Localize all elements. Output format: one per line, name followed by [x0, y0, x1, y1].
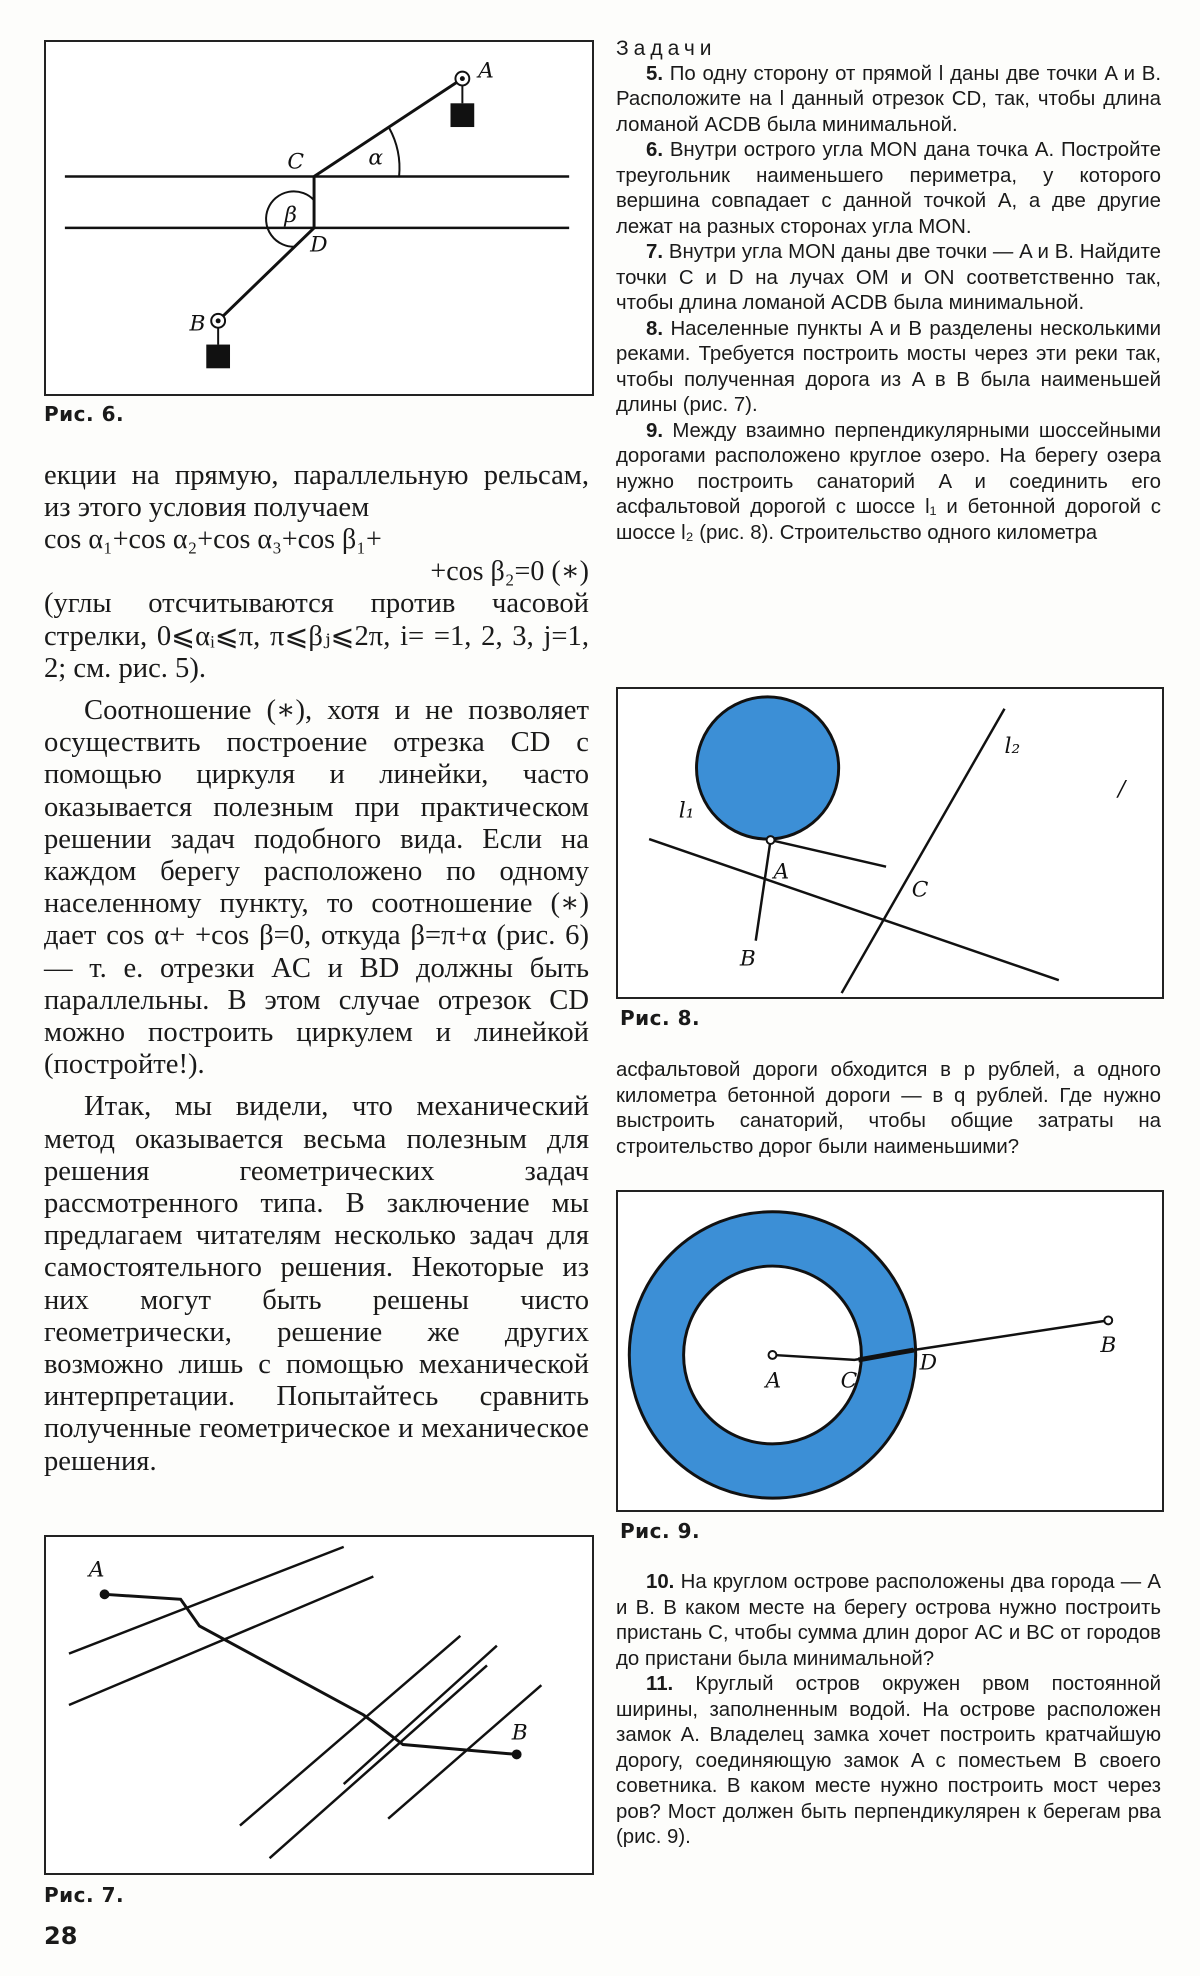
- figure-9-drawing: [618, 1192, 1162, 1510]
- figure-6-drawing: [46, 42, 592, 394]
- figure-8-caption: Рис. 8.: [620, 1006, 701, 1030]
- figure-6: [44, 40, 594, 396]
- problem-6: [616, 138, 1161, 240]
- label-alpha: α: [368, 145, 384, 171]
- pulley-b-hub: [216, 318, 221, 323]
- label-l1: l₁: [678, 798, 695, 824]
- label-l2: l₂: [1004, 734, 1021, 760]
- label-b: B: [1100, 1332, 1117, 1358]
- problem-5-text: По одну сторону от прямой l даны две точки A и B. Расположите на l данный отрезок CD, так, чтобы длина ломаной ACDB была минимальной.: [616, 62, 1161, 136]
- problem-11-text: Круглый остров окружен рвом постоянной ширины, заполненным водой. На острове расположен замок A. Владелец замка хочет построить кратчайшую дорогу, соединяющую замок A с поместьем B своего советника. В каком месте нужно построить мост через ров? Мост должен быть перпендикулярен к берегам рва (рис. 9).: [616, 1673, 1161, 1848]
- problem-8: [616, 317, 1161, 419]
- problem-6-number: 6.: [646, 139, 664, 161]
- figure-8: [616, 687, 1164, 999]
- page-number: 28: [44, 1922, 78, 1950]
- problem-10-text: На круглом острове расположены два города — A и B. В каком месте на берегу острова нужно построить пристань C, чтобы сумма длин дорог AC и BC от городов до пристани была минимальной?: [616, 1571, 1161, 1670]
- problem-9: [616, 419, 1161, 547]
- figure-7-caption: Рис. 7.: [44, 1883, 125, 1907]
- problem-8-text: Населенные пункты A и B разделены несколькими реками. Требуется построить мосты через эти реки так, чтобы полученная дорога из A в B была наименьшей длины (рис. 7).: [616, 317, 1161, 416]
- problem-9-text: Между взаимно перпендикулярными шоссейными дорогами расположено круглое озеро. На берегу озера нужно построить санаторий A и соединить его асфальтовой дорогой с шоссе l₁ и бетонной дорогой с шоссе l₂ (рис. 8). Строительство одного километра: [616, 419, 1161, 544]
- estate-point: [1104, 1316, 1112, 1324]
- right-column-mid: [616, 1058, 1161, 1160]
- lake: [697, 697, 839, 839]
- problems-heading: Задачи: [616, 37, 717, 60]
- point-a: [100, 1589, 110, 1599]
- label-a: A: [773, 859, 790, 885]
- problem-5-number: 5.: [646, 62, 664, 85]
- weight-a-icon: [451, 103, 475, 127]
- problem-11: [616, 1672, 1161, 1851]
- formula-line-1: cos α₁+cos α₂+cos α₃+cos β₁+: [44, 524, 382, 556]
- paragraph-1-tail: (углы отсчитываются против часовой стрелки, 0⩽αᵢ⩽π, π⩽βⱼ⩽2π, i= =1, 2, 3, j=1, 2; см. рис. 5).: [44, 588, 589, 684]
- label-a: A: [765, 1368, 782, 1394]
- problem-7-text: Внутри угла MON даны две точки — A и B. Найдите точки C и D на лучах OM и ON соответственно так, чтобы длина ломаной ACDB была минимальной.: [616, 241, 1161, 314]
- paragraph-2: Соотношение (∗), хотя и не позволяет осуществить построение отрезка CD с помощью циркуля и линейки, часто оказывается полезным при практическом решении задач подобного вида. Если на каждом берегу расположено по одному населенному пункту, то соотношение (∗) дает cos α+ +cos β=0, откуда β=π+α (рис. 6) — т. е. отрезки AC и BD должны быть параллельны. В этом случае отрезок CD можно построить циркулем и линейкой (постройте!).: [44, 695, 589, 1081]
- formula-line-2: +cos β₂=0 (∗): [430, 556, 589, 588]
- angle-alpha-arc: [389, 128, 399, 176]
- figure-7-drawing: [46, 1537, 592, 1873]
- segment-ac: [314, 79, 462, 177]
- problem-6-text: Внутри острого угла MON дана точка A. Постройте треугольник наименьшего периметра, у которого вершина совпадает с данной точкой A, а две другие лежат на разных сторонах угла MON.: [616, 139, 1161, 238]
- right-column-top: [616, 36, 1161, 546]
- label-c: C: [287, 149, 305, 175]
- label-c: C: [840, 1368, 858, 1394]
- figure-6-caption: Рис. 6.: [44, 402, 125, 426]
- paragraph-3: Итак, мы видели, что механический метод оказывается весьма полезным для решения геометрических задач рассмотренного типа. В заключение мы предлагаем читателям несколько задач для самостоятельного решения. Некоторые из них могут быть решены чисто геометрически, решение же других возможно лишь с помощью механической интерпретации. Попытайтесь сравнить полученные геометрическое и механическое решения.: [44, 1091, 589, 1477]
- label-b: B: [511, 1720, 528, 1746]
- problem-9-continuation: асфальтовой дороги обходится в p рублей, а одного километра бетонной дороги — в q рублей. Где нужно выстроить санаторий, чтобы общие затраты на строительство дорог были наименьшими?: [616, 1059, 1161, 1158]
- paragraph-1-start: екции на прямую, параллельную рельсам, из этого условия получаем: [44, 460, 589, 524]
- figure-7: [44, 1535, 594, 1875]
- problem-5: [616, 62, 1161, 139]
- segment-db: [218, 228, 314, 321]
- label-c: C: [911, 877, 929, 903]
- problem-7: [616, 240, 1161, 317]
- label-d: D: [919, 1350, 938, 1376]
- problem-10-number: 10.: [646, 1571, 675, 1593]
- point-b: [512, 1749, 522, 1759]
- problem-11-number: 11.: [646, 1673, 674, 1695]
- problem-7-number: 7.: [646, 241, 664, 263]
- river-1-bank-upper: [69, 1547, 344, 1654]
- problem-10: [616, 1570, 1161, 1672]
- label-beta: β: [284, 202, 297, 228]
- pulley-a-hub: [460, 76, 465, 81]
- sanatorium-point: [767, 836, 775, 844]
- problem-9-number: 9.: [646, 419, 664, 442]
- problem-8-number: 8.: [646, 317, 664, 340]
- label-mark: /: [1118, 776, 1126, 802]
- label-b: B: [189, 311, 206, 337]
- figure-9-caption: Рис. 9.: [620, 1519, 701, 1543]
- figure-9: [616, 1190, 1164, 1512]
- label-d: D: [310, 232, 328, 258]
- figure-8-drawing: [618, 689, 1162, 997]
- label-b: B: [739, 946, 756, 972]
- highway-l2: [842, 709, 1005, 993]
- left-column: [44, 460, 589, 1478]
- weight-b-icon: [206, 345, 230, 369]
- castle-point: [769, 1351, 777, 1359]
- label-a: A: [478, 58, 494, 84]
- right-column-bottom: [616, 1570, 1161, 1851]
- road-a-to-b: [105, 1594, 517, 1754]
- asphalt-road: [756, 840, 771, 941]
- label-a: A: [88, 1557, 105, 1583]
